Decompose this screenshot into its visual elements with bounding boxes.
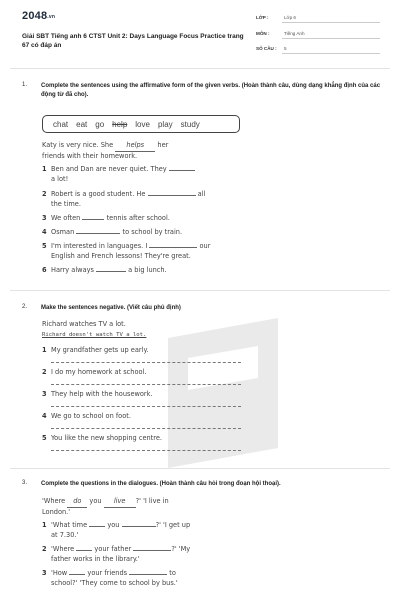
exercise-item: 4 Osman to school by train. bbox=[42, 228, 183, 236]
word-bank-item: go bbox=[95, 119, 105, 129]
answer-blank[interactable] bbox=[133, 550, 171, 551]
watermark-icon bbox=[168, 318, 278, 468]
meta-key: SỐ CÂU : bbox=[256, 46, 277, 51]
example-sentence: 'Where do you live ?' 'I live in London.' bbox=[42, 497, 169, 516]
example-sentence: Katy is very nice. She helps her friends with their homework. bbox=[42, 141, 169, 160]
meta-key: LỚP : bbox=[256, 15, 269, 20]
exercise-item: 5 You like the new shopping centre. bbox=[42, 434, 162, 442]
divider bbox=[10, 468, 390, 469]
example-answer: do bbox=[67, 497, 87, 508]
page-header bbox=[0, 0, 400, 62]
example-answer: helps bbox=[115, 141, 155, 152]
question-number: 1. bbox=[22, 82, 28, 88]
logo-suffix: .vn bbox=[47, 14, 56, 20]
word-bank-item: love bbox=[135, 119, 150, 129]
answer-blank[interactable] bbox=[148, 195, 196, 196]
exercise-item: 1 My grandfather gets up early. bbox=[42, 346, 149, 354]
answer-blank[interactable] bbox=[96, 271, 126, 272]
word-bank-item-used: help bbox=[112, 119, 128, 129]
exercise-item: 3 They help with the housework. bbox=[42, 390, 153, 398]
answer-line[interactable] bbox=[51, 362, 241, 363]
question-instruction: Complete the questions in the dialogues. (Hoàn thành câu hỏi trong đoạn hội thoại). bbox=[41, 481, 281, 487]
answer-blank[interactable] bbox=[169, 170, 195, 171]
document-title: Giải SBT Tiếng anh 6 CTST Unit 2: Days Language Focus Practice trang 67 có đáp án bbox=[22, 33, 244, 49]
answer-blank[interactable] bbox=[76, 233, 120, 234]
meta-value: Lớp 6 bbox=[284, 15, 296, 20]
answer-line[interactable] bbox=[51, 406, 241, 407]
answer-line[interactable] bbox=[51, 450, 241, 451]
divider bbox=[10, 68, 390, 69]
answer-line[interactable] bbox=[51, 384, 241, 385]
exercise-item: 6 Harry always a big lunch. bbox=[42, 266, 167, 274]
exercise-item: 3 'How your friends to school?' 'They come to school by bus.' bbox=[42, 569, 178, 587]
exercise-item: 1 Ben and Dan are never quiet. They a lot! bbox=[42, 165, 195, 184]
question-number: 3. bbox=[22, 480, 28, 486]
divider bbox=[10, 290, 390, 291]
meta-value: Tiếng Anh bbox=[284, 31, 305, 36]
answer-blank[interactable] bbox=[129, 574, 167, 575]
word-bank bbox=[42, 115, 240, 133]
exercise-item: 2 Robert is a good student. He all the time. bbox=[42, 190, 206, 208]
meta-value: 5 bbox=[284, 46, 287, 51]
exercise-item: 2 I do my homework at school. bbox=[42, 368, 147, 376]
answer-line[interactable] bbox=[51, 428, 241, 429]
exercise-item: 4 We go to school on foot. bbox=[42, 412, 131, 420]
answer-blank[interactable] bbox=[122, 526, 156, 527]
example-answer: live bbox=[104, 497, 136, 508]
answer-blank[interactable] bbox=[149, 247, 197, 248]
site-logo[interactable] bbox=[22, 10, 55, 22]
answer-blank[interactable] bbox=[76, 550, 92, 551]
word-bank-item: chat bbox=[53, 119, 69, 129]
question-instruction: Make the sentences negative. (Viết câu phủ định) bbox=[41, 305, 181, 311]
exercise-item: 2 'Where your father ?' 'My father works in the library.' bbox=[42, 545, 191, 563]
answer-blank[interactable] bbox=[82, 219, 104, 220]
word-bank-item: eat bbox=[76, 119, 88, 129]
question-number: 2. bbox=[22, 304, 28, 310]
answer-blank[interactable] bbox=[69, 574, 85, 575]
question-instruction: Complete the sentences using the affirmative form of the given verbs. (Hoàn thành câu, dùng dạng khẳng định của các động từ đã cho). bbox=[41, 83, 381, 98]
exercise-item: 5 I'm interested in languages. I our English and French lessons! They're great. bbox=[42, 242, 211, 260]
example-sentence: Richard watches TV a lot. Richard doesn't watch TV a lot. bbox=[42, 320, 147, 338]
exercise-item: 3 We often tennis after school. bbox=[42, 214, 170, 222]
meta-key: MÔN : bbox=[256, 31, 270, 36]
word-bank-item: study bbox=[180, 119, 200, 129]
word-bank-item: play bbox=[157, 119, 173, 129]
logo-text: 2048 bbox=[22, 10, 48, 22]
exercise-item: 1 'What time you ?' 'I get up at 7.30.' bbox=[42, 521, 191, 539]
example-answer: Richard doesn't watch TV a lot. bbox=[42, 331, 147, 338]
answer-blank[interactable] bbox=[89, 526, 105, 527]
